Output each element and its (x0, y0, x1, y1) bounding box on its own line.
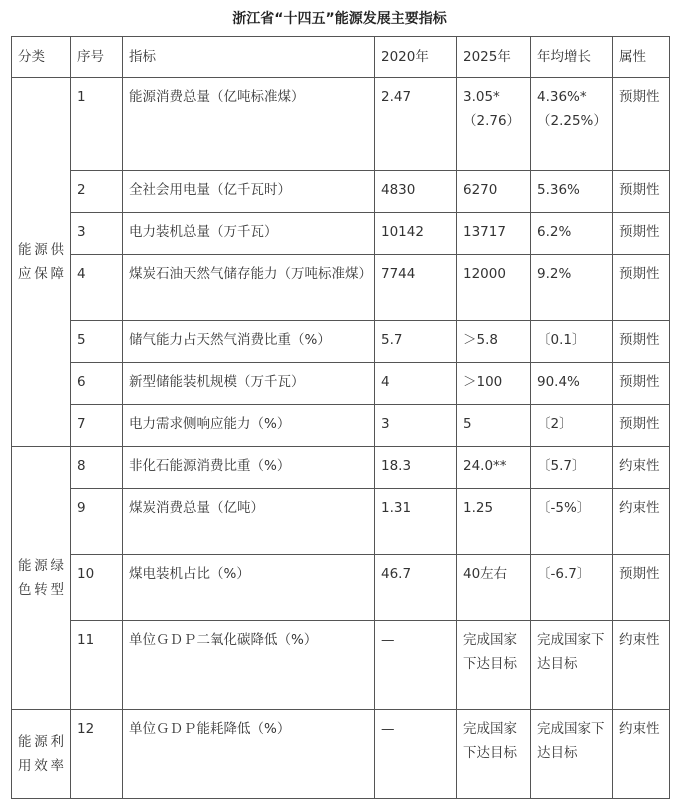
indicator-name: 煤电装机占比（%） (123, 555, 375, 621)
attribute: 约束性 (613, 621, 670, 710)
value-2025: ＞100 (457, 363, 531, 405)
indicator-name: 非化石能源消费比重（%） (123, 447, 375, 489)
category-green-transition: 能源绿色转型 (12, 447, 71, 710)
category-energy-efficiency: 能源利用效率 (12, 710, 71, 799)
attribute: 预期性 (613, 213, 670, 255)
indicator-name: 电力装机总量（万千瓦） (123, 213, 375, 255)
value-2025: 40左右 (457, 555, 531, 621)
value-2020: 18.3 (375, 447, 457, 489)
row-number: 10 (71, 555, 123, 621)
value-2025: 12000 (457, 255, 531, 321)
annual-growth: 完成国家下达目标 (531, 621, 613, 710)
row-number: 7 (71, 405, 123, 447)
value-2025: 完成国家下达目标 (457, 621, 531, 710)
attribute: 约束性 (613, 710, 670, 799)
attribute: 预期性 (613, 555, 670, 621)
table-row (12, 171, 670, 213)
table-row (12, 447, 670, 489)
attribute: 预期性 (613, 255, 670, 321)
annual-growth: 〔5.7〕 (531, 447, 613, 489)
row-number: 11 (71, 621, 123, 710)
table-row (12, 489, 670, 555)
value-2025: 6270 (457, 171, 531, 213)
value-2020: 7744 (375, 255, 457, 321)
indicator-name: 煤炭消费总量（亿吨） (123, 489, 375, 555)
value-2020: 3 (375, 405, 457, 447)
table-header-row (12, 37, 670, 78)
attribute: 约束性 (613, 489, 670, 555)
indicator-name: 煤炭石油天然气储存能力（万吨标准煤） (123, 255, 375, 321)
indicator-name: 储气能力占天然气消费比重（%） (123, 321, 375, 363)
table-row (12, 78, 670, 171)
annual-growth: 4.36%*（2.25%） (531, 78, 613, 171)
value-2025: 1.25 (457, 489, 531, 555)
value-2025: 完成国家下达目标 (457, 710, 531, 799)
header-2020: 2020年 (375, 37, 457, 78)
header-indicator: 指标 (123, 37, 375, 78)
energy-indicator-table (11, 36, 670, 799)
attribute: 预期性 (613, 405, 670, 447)
row-number: 3 (71, 213, 123, 255)
table-row (12, 710, 670, 799)
value-2020: 5.7 (375, 321, 457, 363)
table-row (12, 321, 670, 363)
value-2020: — (375, 710, 457, 799)
header-attribute: 属性 (613, 37, 670, 78)
value-2025: ＞5.8 (457, 321, 531, 363)
row-number: 4 (71, 255, 123, 321)
row-number: 12 (71, 710, 123, 799)
indicator-name: 单位ＧＤＰ二氧化碳降低（%） (123, 621, 375, 710)
table-title: 浙江省“十四五”能源发展主要指标 (232, 11, 447, 27)
indicator-name: 能源消费总量（亿吨标准煤） (123, 78, 375, 171)
annual-growth: 9.2% (531, 255, 613, 321)
annual-growth: 6.2% (531, 213, 613, 255)
table-row (12, 213, 670, 255)
row-number: 5 (71, 321, 123, 363)
row-number: 2 (71, 171, 123, 213)
row-number: 9 (71, 489, 123, 555)
value-2020: 1.31 (375, 489, 457, 555)
header-annual-growth: 年均增长 (531, 37, 613, 78)
attribute: 约束性 (613, 447, 670, 489)
row-number: 6 (71, 363, 123, 405)
table-row (12, 405, 670, 447)
annual-growth: 〔2〕 (531, 405, 613, 447)
value-2020: 46.7 (375, 555, 457, 621)
value-2025: 3.05*（2.76） (457, 78, 531, 171)
annual-growth: 90.4% (531, 363, 613, 405)
attribute: 预期性 (613, 171, 670, 213)
indicator-name: 电力需求侧响应能力（%） (123, 405, 375, 447)
attribute: 预期性 (613, 363, 670, 405)
indicator-name: 新型储能装机规模（万千瓦） (123, 363, 375, 405)
header-2025: 2025年 (457, 37, 531, 78)
value-2025: 24.0** (457, 447, 531, 489)
header-category: 分类 (12, 37, 71, 78)
annual-growth: 〔-6.7〕 (531, 555, 613, 621)
table-row (12, 621, 670, 710)
row-number: 8 (71, 447, 123, 489)
row-number: 1 (71, 78, 123, 171)
indicator-name: 全社会用电量（亿千瓦时） (123, 171, 375, 213)
category-energy-supply: 能源供应保障 (12, 78, 71, 447)
value-2020: 2.47 (375, 78, 457, 171)
annual-growth: 〔-5%〕 (531, 489, 613, 555)
table-row (12, 363, 670, 405)
table-row (12, 555, 670, 621)
value-2025: 13717 (457, 213, 531, 255)
annual-growth: 〔0.1〕 (531, 321, 613, 363)
attribute: 预期性 (613, 78, 670, 171)
value-2025: 5 (457, 405, 531, 447)
annual-growth: 5.36% (531, 171, 613, 213)
attribute: 预期性 (613, 321, 670, 363)
value-2020: 4 (375, 363, 457, 405)
indicator-name: 单位ＧＤＰ能耗降低（%） (123, 710, 375, 799)
header-number: 序号 (71, 37, 123, 78)
annual-growth: 完成国家下达目标 (531, 710, 613, 799)
value-2020: — (375, 621, 457, 710)
value-2020: 4830 (375, 171, 457, 213)
value-2020: 10142 (375, 213, 457, 255)
table-row (12, 255, 670, 321)
